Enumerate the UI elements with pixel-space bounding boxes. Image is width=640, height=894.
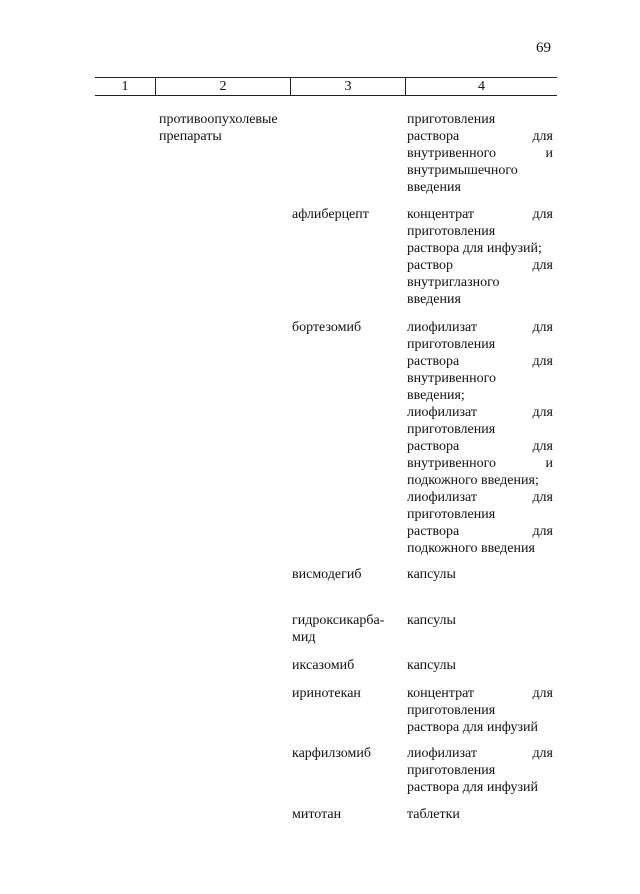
word: таблетки — [407, 807, 460, 822]
word: раствора для инфузий — [407, 720, 539, 735]
text-line — [292, 745, 402, 762]
word: для — [532, 746, 553, 761]
text-line — [292, 319, 402, 336]
dosage-form — [407, 566, 553, 583]
text-line — [407, 257, 553, 274]
drug-name — [292, 319, 402, 336]
word: и — [545, 456, 553, 471]
header-col-4: 4 — [478, 79, 485, 94]
text-line — [407, 745, 553, 762]
header-col-2: 2 — [219, 79, 227, 94]
word: иринотекан — [292, 686, 361, 701]
text-line — [292, 206, 402, 223]
text-line — [407, 472, 553, 489]
word: лиофилизат — [407, 746, 478, 761]
dosage-form — [407, 685, 553, 736]
drug-name — [292, 657, 402, 674]
text-line — [407, 762, 553, 779]
word: висмодегиб — [292, 567, 362, 582]
word: раствора — [407, 524, 460, 539]
text-line — [407, 353, 553, 370]
text-line — [407, 779, 553, 796]
drug-name — [292, 806, 402, 823]
word: приготовления — [407, 703, 496, 718]
group-dosage-form — [407, 111, 553, 196]
word: концентрат — [407, 686, 475, 701]
word: введения — [407, 180, 461, 195]
text-line — [407, 291, 553, 308]
drug-name — [292, 745, 402, 762]
drug-name — [292, 685, 402, 702]
word: приготовления — [407, 422, 496, 437]
word: введения; — [407, 388, 465, 403]
text-line — [407, 206, 553, 223]
header-bottom-rule — [95, 95, 557, 96]
word: раствора для инфузий; — [407, 241, 542, 256]
text-line — [407, 806, 553, 823]
text-line — [407, 455, 553, 472]
word: афлиберцепт — [292, 207, 369, 222]
word: карфилзомиб — [292, 746, 372, 761]
header-col-3: 3 — [344, 79, 352, 94]
text-line — [407, 506, 553, 523]
word: приготовления — [407, 337, 496, 352]
word: раствора — [407, 129, 460, 144]
text-line — [407, 540, 553, 557]
word: подкожного введения — [407, 541, 535, 556]
word: иксазомиб — [292, 658, 355, 673]
text-line — [407, 111, 553, 128]
text-line — [407, 179, 553, 196]
group-name-line: препараты — [159, 129, 222, 144]
word: для — [532, 354, 553, 369]
page-number: 69 — [536, 40, 551, 56]
word: концентрат — [407, 207, 475, 222]
text-line — [292, 612, 402, 629]
word: подкожного введения; — [407, 473, 539, 488]
word: капсулы — [407, 658, 456, 673]
word: бортезомиб — [292, 320, 362, 335]
word: капсулы — [407, 567, 456, 582]
word: внутривенного — [407, 146, 497, 161]
word: для — [532, 490, 553, 505]
word: для — [532, 686, 553, 701]
word: для — [532, 439, 553, 454]
text-line — [407, 223, 553, 240]
text-line — [407, 702, 553, 719]
text-line — [407, 128, 553, 145]
text-line — [292, 657, 402, 674]
text-line — [292, 806, 402, 823]
word: лиофилизат — [407, 320, 478, 335]
text-line — [407, 162, 553, 179]
word: раствора — [407, 354, 460, 369]
word: внутривенного — [407, 371, 497, 386]
word: мид — [292, 630, 316, 645]
word: для — [532, 524, 553, 539]
text-line — [407, 370, 553, 387]
text-line — [292, 685, 402, 702]
text-line — [407, 612, 553, 629]
word: приготовления — [407, 224, 496, 239]
text-line — [407, 719, 553, 736]
word: введения — [407, 292, 461, 307]
dosage-form — [407, 657, 553, 674]
text-line — [407, 387, 553, 404]
text-line — [407, 523, 553, 540]
word: приготовления — [407, 507, 496, 522]
word: внутриглазного — [407, 275, 500, 290]
word: внутримышечного — [407, 163, 518, 178]
word: для — [532, 320, 553, 335]
word: капсулы — [407, 613, 456, 628]
text-line — [407, 685, 553, 702]
word: для — [532, 207, 553, 222]
dosage-form — [407, 206, 553, 308]
word: раствор — [407, 258, 454, 273]
text-line — [407, 404, 553, 421]
text-line — [407, 274, 553, 291]
text-line — [407, 145, 553, 162]
word: для — [532, 258, 553, 273]
word: лиофилизат — [407, 490, 478, 505]
drug-name — [292, 612, 402, 646]
text-line — [292, 629, 402, 646]
text-line — [292, 566, 402, 583]
dosage-form — [407, 806, 553, 823]
text-line — [407, 336, 553, 353]
word: раствора — [407, 439, 460, 454]
text-line — [407, 657, 553, 674]
dosage-form — [407, 745, 553, 796]
word: и — [545, 146, 553, 161]
text-line — [407, 319, 553, 336]
header-col-1: 1 — [121, 79, 129, 94]
word: гидроксикарба- — [292, 613, 385, 628]
text-line — [407, 240, 553, 257]
word: для — [532, 405, 553, 420]
word: внутривенного — [407, 456, 497, 471]
text-line — [407, 566, 553, 583]
drug-name — [292, 566, 402, 583]
group-name-line: противоопухолевые — [159, 112, 278, 127]
dosage-form — [407, 319, 553, 557]
word: для — [532, 129, 553, 144]
word: приготовления — [407, 112, 496, 127]
word: митотан — [292, 807, 342, 822]
dosage-form — [407, 612, 553, 629]
word: раствора для инфузий — [407, 780, 539, 795]
drug-name — [292, 206, 402, 223]
text-line — [407, 421, 553, 438]
word: лиофилизат — [407, 405, 478, 420]
word: приготовления — [407, 763, 496, 778]
text-line — [407, 489, 553, 506]
group-name — [159, 111, 289, 145]
text-line — [407, 438, 553, 455]
